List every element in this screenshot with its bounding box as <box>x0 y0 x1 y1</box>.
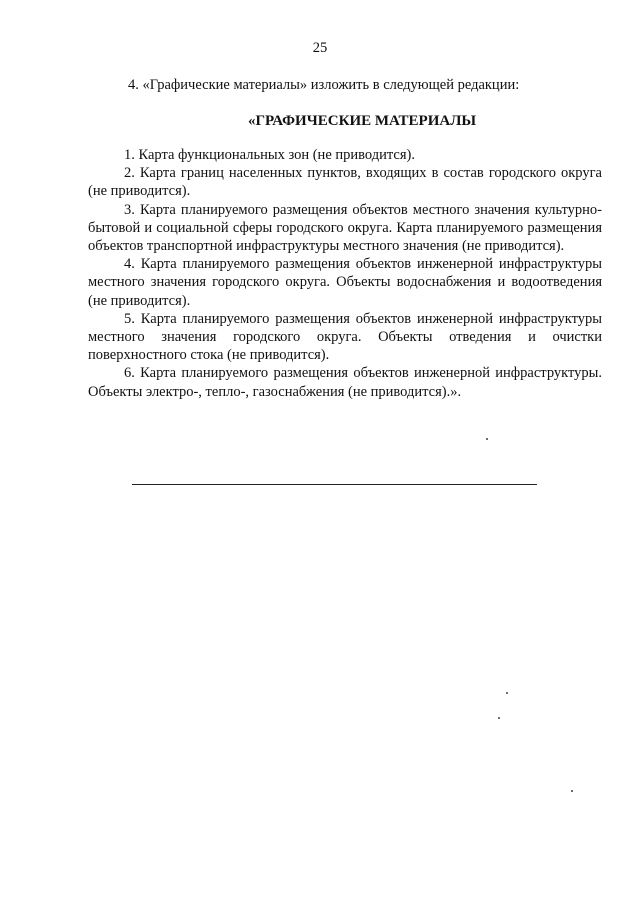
list-item: 4. Карта планируемого размещения объектов инженерной инфраструктуры местного значения городского округа. Объекты водоснабжения и водоотведения (не приводится). <box>88 256 602 309</box>
scan-speck <box>498 717 500 719</box>
section-heading: «ГРАФИЧЕСКИЕ МАТЕРИАЛЫ <box>248 113 477 129</box>
scan-speck <box>506 692 508 694</box>
list-item: 6. Карта планируемого размещения объектов инженерной инфраструктуры. Объекты электро-, тепло-, газоснабжения (не приводится).». <box>88 365 602 400</box>
scan-speck <box>486 438 488 440</box>
page-number: 25 <box>312 40 328 56</box>
amendment-intro: 4. «Графические материалы» изложить в следующей редакции: <box>128 77 520 93</box>
list-item: 1. Карта функциональных зон (не приводится). <box>124 147 415 163</box>
list-item: 3. Карта планируемого размещения объектов местного значения культурно-бытовой и социальной сферы городского округа. Карта планируемого размещения объектов транспортной инфраструктуры местного значения (не приводится). <box>88 201 602 255</box>
scan-speck <box>571 790 573 792</box>
list-item: 2. Карта границ населенных пунктов, входящих в состав городского округа (не приводится). <box>88 165 602 200</box>
items-list <box>88 146 602 401</box>
end-rule <box>132 484 537 485</box>
list-item: 5. Карта планируемого размещения объектов инженерной инфраструктуры местного значения городского округа. Объекты отведения и очистки поверхностного стока (не приводится). <box>88 310 602 364</box>
